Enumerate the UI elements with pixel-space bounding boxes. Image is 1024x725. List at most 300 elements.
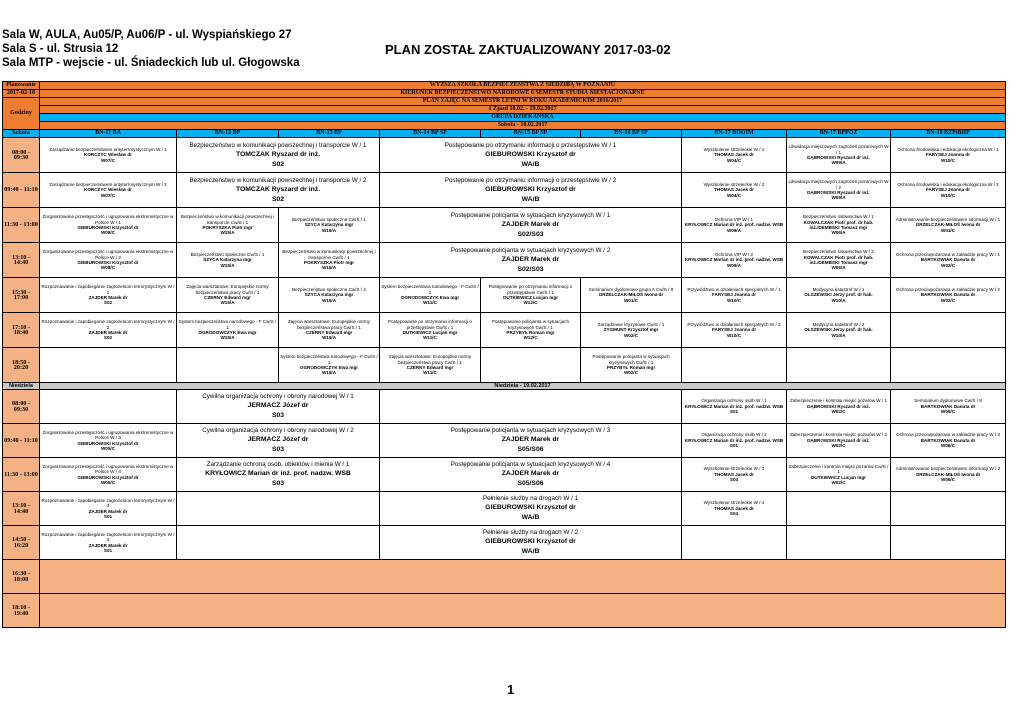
class-cell: [177, 458, 380, 492]
class-cell: [40, 390, 177, 424]
course-name: Zajęcia warsztatowe: Europejskie normy bezpieczeństwa pracy Cw/S / 1: [186, 284, 269, 295]
class-cell: [380, 173, 682, 208]
class-cell: [481, 278, 581, 313]
room: W15/A: [220, 335, 235, 341]
room: W16/A: [321, 265, 337, 271]
day-label-sat: Sobota: [3, 130, 40, 138]
course-name: Wyszkolenie strzeleckie W / 1: [703, 146, 765, 152]
time-slot: 18:50 - 20:20: [3, 348, 40, 383]
lecturer: GIEBUROWSKI Krzysztof dr: [77, 260, 139, 265]
room: W07/C: [100, 192, 116, 198]
course-name: Postępowanie po otrzymaniu informacji o przestępstwie Cw/S / 1: [488, 284, 573, 295]
time-slot: 15:30 - 17:00: [3, 278, 40, 313]
course-name: Zajęcia warsztatowe: Europejskie normy bezpieczeństwa pracy Cw/S / 1: [287, 319, 371, 330]
course-name: Rozpoznawanie i zapobieganie zagrożeniom terrorystycznym W / 1: [41, 284, 175, 295]
column-header: BN-18 BZPiBHP: [891, 130, 1006, 138]
lecturer: POKRYSZKA Piotr mgr: [303, 260, 355, 265]
course-name: Ochrona przeciwpożarowa w zakładzie pracy W / 3: [896, 432, 1000, 438]
room: W12/C: [523, 335, 538, 341]
room: W15/A: [220, 300, 235, 306]
course-name: Bezpieczeństwo ratownictwa W / 1: [803, 214, 874, 220]
lecturer: GIEBUROWSKI Krzysztof dr: [77, 440, 139, 446]
class-cell: [40, 138, 177, 173]
class-cell: [279, 348, 380, 383]
room: S02/S03: [517, 265, 544, 273]
class-cell: [279, 313, 380, 348]
room: W06/C: [940, 443, 956, 449]
room: W11/C: [423, 370, 437, 376]
class-cell: [787, 492, 891, 526]
course-name: Zorganizowane przestępczość i ugrupowania ekstremistyczne w Polsce W / 3: [42, 429, 174, 441]
lecturer: PRZYBYŁ Roman mgr: [506, 330, 555, 335]
class-cell: [279, 243, 380, 278]
class-cell: [380, 208, 682, 243]
class-cell: [682, 458, 787, 492]
class-cell: [682, 348, 787, 383]
plan-date: 2017-02-18: [3, 90, 40, 98]
course-name: Administrowanie bezpieczeństwem informacji W / 1: [895, 216, 1001, 222]
room: W10/C: [726, 332, 742, 338]
room: S03: [271, 412, 285, 419]
course-name: Ochrona przeciwpożarowa w zakładzie pracy W / 1: [896, 251, 1000, 257]
room: W09/A: [831, 195, 846, 201]
lecturer: CZERNY Edward mgr: [406, 365, 454, 370]
time-slot-row: [3, 594, 1006, 628]
class-cell: [177, 208, 279, 243]
course-name: Ochrona środowiska i edukacja ekologiczna W / 2: [897, 181, 999, 187]
room: W06/A: [831, 265, 846, 271]
time-slot-row: [3, 313, 1006, 348]
room: W09/A: [726, 262, 742, 268]
class-cell: [40, 424, 177, 458]
room: WA/B: [521, 195, 540, 203]
course-name: Ochrona VIP W / 1: [714, 216, 754, 222]
room: W12/C: [523, 300, 538, 306]
lecturer: ZYGMUNT Krzysztof mgr: [603, 327, 659, 333]
room: W07/C: [100, 157, 116, 163]
room: S01: [103, 513, 113, 519]
course-name: Medycyna katastrof W / 1: [812, 286, 865, 292]
room: W16/A: [321, 227, 337, 233]
class-cell: [40, 313, 177, 348]
course-name: Postępowanie policjanta w sytuacjach kryzysowych Cw/S / 1: [592, 354, 670, 365]
lecturer: OLSZEWSKI Jerzy prof. dr hab.: [804, 292, 873, 298]
course-name: Ochrona VIP W / 2: [714, 251, 754, 257]
room: S01: [729, 409, 739, 415]
time-slot: 08:00 - 09:30: [3, 390, 40, 424]
lecturer: SZYCA Katarzyna mgr: [203, 257, 252, 263]
course-name: Postępowanie policjanta w sytuacjach kryzysowych Cw/S / 1: [491, 319, 570, 330]
column-header: BN-11 BA: [40, 130, 177, 138]
course-name: Bezpieczeństwo społeczne Cw/S / 1: [190, 251, 265, 257]
class-cell: [682, 390, 787, 424]
class-cell: [787, 208, 891, 243]
lecturer: JERMACZ Józef dr: [247, 436, 309, 443]
class-cell: [380, 390, 682, 424]
class-cell: [787, 243, 891, 278]
class-cell: [581, 348, 682, 383]
direction-title: KIERUNEK BEZPIECZEŃSTWO NARODOWE 6 SEMESTR STUDIA NIESTACJONARNE: [40, 90, 1006, 98]
class-cell: [380, 492, 682, 526]
lecturer: KRYŁOWICZ Marian dr inż. prof. nadzw. WSB: [684, 222, 784, 228]
room: W06/C: [940, 477, 956, 483]
class-cell: [40, 348, 177, 383]
time-slot-row: [3, 278, 1006, 313]
plan-title: PLAN ZAJĘĆ NA SEMESTR LETNI W ROKU AKADEMICKIM 2016/2017: [40, 98, 1006, 106]
lecturer: OGRODOWCZYK Ewa mgr: [299, 365, 359, 370]
time-slot: 16:30 - 18:00: [3, 560, 40, 594]
room: W06/A: [831, 230, 846, 236]
class-cell: [177, 278, 279, 313]
room: W09/A: [726, 227, 742, 233]
room: W05/C: [100, 445, 116, 451]
lecturer: FARYSEJ Joanna dr: [712, 292, 756, 298]
room: W11/C: [423, 335, 437, 341]
course-name: Ochrona przeciwpożarowa w zakładzie pracy W / 2: [896, 286, 1000, 292]
course-name: Cywilna organizacja ochrony i obrony narodowej W / 2: [202, 427, 354, 434]
column-header: BN-17 BOOIM: [682, 130, 787, 138]
lecturer: ZAJDER Marek dr: [88, 295, 128, 300]
time-slot-row: [3, 243, 1006, 278]
room: S04: [729, 477, 739, 483]
schedule-table: [2, 81, 1006, 628]
lecturer: ZAJDER Marek dr: [88, 542, 128, 548]
lecturer: TOMCZAK Ryszard dr inż.: [235, 185, 321, 193]
zjazd-title: 1 Zjazd 18.02. - 19.02.2017: [40, 106, 1006, 114]
time-slot-row: [3, 424, 1006, 458]
room: S05/S06: [517, 480, 544, 487]
column-header: BN-17 BPPOŻ: [787, 130, 891, 138]
room: WA/B: [521, 160, 540, 168]
course-name: Zorganizowane przestępczość i ugrupowania ekstremistyczne w Polsce W / 1: [42, 214, 174, 225]
course-name: Rozpoznawanie i zapobieganie zagrożeniom terrorystycznym W / 2: [41, 319, 175, 330]
building-line: Sala MTP - wejscie - ul. Śniadeckich lub ul. Głogowska: [2, 57, 300, 69]
lecturer: OGRODOWCZYK Ewa mgr: [198, 330, 257, 335]
lecturer: DĄBROWSKI Ryszard dr inż.: [807, 155, 870, 160]
course-name: Bezpieczeństwo ratownictwa W / 2: [803, 249, 874, 255]
course-name: Zabezpieczenie i kontrola miejsc pożarów W / 2: [789, 432, 888, 438]
lecturer: KRYŁOWICZ Marian dr inż. prof. nadzw. WSB: [684, 437, 784, 443]
class-cell: [177, 173, 380, 208]
class-cell: [891, 390, 1006, 424]
lecturer: KOWALCZAK Piotr prof. dr hab. inż./DEMBSKI Tomasz mgr: [803, 254, 874, 265]
lecturer: GIEBUROWSKI Krzysztof dr: [77, 225, 139, 230]
room: WA/B: [521, 514, 540, 521]
room: S03: [271, 480, 285, 487]
lecturer: FARYSEJ Joanna dr: [926, 152, 970, 158]
course-name: Bezpieczeństwo w komunikacji powszechnej i transporcie W / 2: [189, 176, 367, 184]
room: W16/A: [321, 297, 337, 303]
building-line: Sala W, AULA, Au05/P, Au06/P - ul. Wyspiańskiego 27: [2, 29, 292, 41]
class-cell: [40, 278, 177, 313]
class-cell: [40, 243, 177, 278]
page-number: 1: [507, 682, 515, 697]
lecturer: ZAJDER Marek dr: [501, 470, 560, 477]
lecturer: KORCZYC Wiesław dr: [84, 152, 132, 158]
day-title: Niedziela - 19.02.2017: [40, 383, 1006, 390]
day-title-sat: Sobota - 18.02.2017: [40, 122, 1006, 130]
class-cell: [380, 243, 682, 278]
class-cell: [177, 243, 279, 278]
room: W10/C: [726, 297, 742, 303]
lecturer: DĄBROWSKI Ryszard dr inż.: [807, 190, 870, 195]
class-cell: [380, 138, 682, 173]
class-cell: [891, 492, 1006, 526]
lecturer: KOWALCZAK Piotr prof. dr hab. inż./DEMBSKI Tomasz mgr: [803, 219, 874, 230]
room: W09/A: [831, 160, 846, 166]
course-name: Postępowanie po otrzymaniu informacji o przestępstwie Cw/S / 1: [388, 319, 472, 330]
lecturer: DĄBROWSKI Ryszard dr inż.: [807, 403, 870, 409]
lecturer: PRZYBYŁ Roman mgr: [606, 365, 656, 370]
lecturer: KORCZYC Wiesław dr: [84, 187, 132, 193]
day-label: Niedziela: [3, 383, 40, 390]
lecturer: KRYŁOWICZ Marian dr inż. prof. nadzw. WSB: [684, 257, 784, 263]
course-name: Wyszkolenie strzeleckie W / 4: [703, 500, 765, 506]
course-name: Administrowanie bezpieczeństwem informacji W / 2: [895, 466, 1001, 472]
course-name: Medycyna katastrof W / 2: [812, 321, 865, 327]
room: W08/C: [100, 265, 116, 271]
class-cell: [481, 348, 581, 383]
class-cell: [682, 208, 787, 243]
class-cell: [177, 424, 380, 458]
class-cell: [787, 424, 891, 458]
building-info: [2, 28, 300, 70]
class-cell: [787, 278, 891, 313]
column-header: BN-12 BP: [177, 130, 279, 138]
lecturer: THOMAS Jacek dr: [714, 505, 754, 511]
class-cell: [40, 208, 177, 243]
course-name: Zorganizowane przestępczość i ugrupowania ekstremistyczne w Polsce W / 4: [42, 463, 174, 475]
course-name: Zarządzanie ochroną osób, obiektów i mienia W / 1: [206, 461, 350, 468]
column-header: BN-16 BP SP: [581, 130, 682, 138]
lecturer: DUTKIEWICZ Lucjan mgr: [402, 330, 458, 335]
lecturer: JERMACZ Józef dr: [247, 402, 309, 409]
lecturer: GIEBUROWSKI Krzysztof dr: [77, 474, 139, 480]
room: W10/C: [940, 192, 956, 198]
course-name: Rozpoznawanie i zapobieganie zagrożeniom terrorystycznym W / 4: [41, 531, 175, 543]
godziny-label: Godziny: [3, 98, 40, 130]
course-name: Postępowanie policjanta w sytuacjach kryzysowych W / 3: [450, 427, 611, 434]
course-name: Postępowanie policjanta w sytuacjach kryzysowych W / 4: [450, 461, 611, 468]
lecturer: CZERNY Edward mgr: [305, 330, 353, 335]
class-cell: [891, 208, 1006, 243]
class-cell: [40, 173, 177, 208]
class-cell: [177, 313, 279, 348]
room: S02: [271, 160, 285, 168]
course-name: Seminarium dyplomowe Cw/S / 8: [914, 398, 982, 404]
lecturer: ZAJDER Marek dr: [501, 220, 560, 228]
room: W02/C: [623, 332, 639, 338]
room: WA/B: [521, 548, 540, 555]
course-name: Zabezpieczenie i kontrola miejsc pożarów W / 1: [789, 398, 888, 404]
room: S01: [103, 547, 113, 553]
class-cell: [787, 313, 891, 348]
lecturer: BARTKOWIAK Danuta dr: [920, 292, 976, 298]
class-cell: [380, 424, 682, 458]
course-name: Zabezpieczenie i kontrola miejsc pożarów Cw/S / 1: [788, 463, 889, 475]
class-cell: [891, 138, 1006, 173]
time-slot: 17:10 - 18:40: [3, 313, 40, 348]
room: S02: [271, 195, 285, 203]
class-cell: [380, 278, 481, 313]
lecturer: TOMCZAK Ryszard dr inż.: [235, 150, 321, 158]
time-slot-row: [3, 348, 1006, 383]
room: W15/A: [220, 230, 235, 236]
course-name: Zarządzanie bezpieczeństwem antyterrorystycznym W / 1: [49, 146, 167, 152]
lecturer: FARYSEJ Joanna dr: [712, 327, 756, 333]
lecturer: POKRYSZKA Piotr mgr: [202, 225, 253, 230]
time-slot-row: [3, 526, 1006, 560]
planowanie-label: Planowanie: [3, 82, 40, 90]
class-cell: [787, 138, 891, 173]
class-cell: [177, 492, 380, 526]
class-cell: [279, 208, 380, 243]
course-name: Rozpoznawanie i zapobieganie zagrożeniom terrorystycznym W / 3: [41, 497, 175, 509]
lecturer: DĄBROWSKI Ryszard dr inż.: [807, 437, 870, 443]
course-name: Wyszkolenie strzeleckie W / 2: [703, 181, 765, 187]
room: W16/A: [321, 335, 337, 341]
class-cell: [787, 390, 891, 424]
course-name: Ochrona środowiska i edukacja ekologiczna W / 1: [897, 146, 999, 152]
room: S02: [103, 335, 113, 341]
room: W01/C: [623, 297, 639, 303]
class-cell: [682, 313, 787, 348]
empty-slot: [40, 594, 1006, 628]
lecturer: ZAJDER Marek dr: [88, 330, 128, 335]
lecturer: OLSZEWSKI Jerzy prof. dr hab.: [804, 327, 873, 333]
room: S02: [103, 300, 113, 306]
class-cell: [891, 526, 1006, 560]
class-cell: [380, 348, 481, 383]
lecturer: THOMAS Jacek dr: [714, 152, 754, 158]
class-cell: [682, 243, 787, 278]
room: W04/C: [726, 157, 742, 163]
update-notice: PLAN ZOSTAŁ ZAKTUALIZOWANY 2017-03-02: [385, 42, 671, 57]
course-name: Postępowanie policjanta w sytuacjach kryzysowych W / 1: [450, 211, 611, 219]
lecturer: BARTKOWIAK Danuta dr: [920, 437, 976, 443]
class-cell: [177, 526, 380, 560]
room: W06/C: [940, 409, 956, 415]
day-row: [3, 383, 1006, 390]
room: W15/A: [220, 262, 235, 268]
course-name: Zarządzanie bezpieczeństwem antyterrorystycznym W / 2: [49, 181, 167, 187]
course-name: Cywilna organizacja ochrony i obrony narodowej W / 1: [202, 393, 354, 400]
column-header-row: [3, 130, 1006, 138]
class-cell: [40, 492, 177, 526]
course-name: Postępowanie po otrzymaniu informacji o przestępstwie W / 2: [444, 176, 617, 184]
building-line: Sala S - ul. Strusia 12: [2, 43, 119, 55]
class-cell: [40, 458, 177, 492]
column-header: BN-15 BP SP: [481, 130, 581, 138]
class-cell: [581, 313, 682, 348]
lecturer: GIEBUROWSKI Krzysztof dr: [485, 185, 576, 193]
course-name: Pełnienie służby na drogach W / 1: [482, 495, 579, 502]
time-slot: 09:40 - 11:10: [3, 173, 40, 208]
time-slot: 08:00 - 09:30: [3, 138, 40, 173]
school-title: WYŻSZA SZKOŁA BEZPIECZEŃSTWA Z SIEDZIBĄ W POZNANIU: [40, 82, 1006, 90]
class-cell: [891, 243, 1006, 278]
course-name: Postępowanie policjanta w sytuacjach kryzysowych W / 2: [450, 246, 611, 254]
lecturer: GIEBUROWSKI Krzysztof dr: [485, 504, 576, 511]
room: S02/S03: [517, 230, 544, 238]
class-cell: [787, 348, 891, 383]
empty-slot: [40, 560, 1006, 594]
column-header: BN-14 BP SP: [380, 130, 481, 138]
room: W02/C: [623, 370, 639, 376]
lecturer: GRZELCZAK-MIŁOŚ Iwona dr: [915, 222, 981, 228]
lecturer: THOMAS Jacek dr: [714, 187, 754, 193]
course-name: Postępowanie po otrzymaniu informacji o przestępstwie W / 1: [444, 141, 617, 149]
column-header: BN-13 BP: [279, 130, 380, 138]
room: W16/A: [321, 370, 337, 376]
course-name: System bezpieczeństwa narodowego - F Cw/S / 1: [280, 354, 378, 365]
time-slot-row: [3, 458, 1006, 492]
room: W10/A: [831, 297, 846, 303]
class-cell: [40, 526, 177, 560]
room: W02/C: [831, 443, 846, 449]
course-name: Zarządzanie kryzysowe Cw/S / 1: [597, 321, 665, 327]
course-name: Bezpieczeństwo społeczne Cw/S / 1: [292, 216, 366, 222]
course-name: Pełnienie służby na drogach W / 2: [482, 529, 579, 536]
class-cell: [682, 492, 787, 526]
course-name: Seminarium dyplomowe grupa A Cw/S / 8: [588, 286, 674, 292]
class-cell: [891, 278, 1006, 313]
room: S05/S06: [517, 446, 544, 453]
time-slot: 09:40 - 11:10: [3, 424, 40, 458]
class-cell: [787, 526, 891, 560]
class-cell: [682, 138, 787, 173]
lecturer: ZAJDER Marek dr: [501, 255, 560, 263]
room: W02/C: [940, 297, 956, 303]
class-cell: [581, 278, 682, 313]
lecturer: ZAJDER Marek dr: [88, 508, 128, 514]
room: S03: [271, 446, 285, 453]
time-slot-row: [3, 492, 1006, 526]
class-cell: [682, 424, 787, 458]
room: W01/C: [940, 227, 956, 233]
time-slot-row: [3, 560, 1006, 594]
room: W02/C: [831, 409, 846, 415]
class-cell: [380, 458, 682, 492]
class-cell: [891, 458, 1006, 492]
class-cell: [481, 313, 581, 348]
room: S01: [729, 443, 739, 449]
time-slot: 18:10 - 19:40: [3, 594, 40, 628]
lecturer: KRYŁOWICZ Marian dr inż. prof. nadzw. WSB: [205, 470, 351, 477]
room: W10/C: [940, 157, 956, 163]
lecturer: THOMAS Jacek dr: [714, 471, 754, 477]
course-name: Bezpieczeństwo w komunikacji powszechnej i transporcie Cw/S / 1: [282, 249, 376, 260]
class-cell: [682, 173, 787, 208]
room: W04/C: [726, 192, 742, 198]
time-slot-row: [3, 208, 1006, 243]
class-cell: [380, 526, 682, 560]
course-name: Przywództwo w działaniach specjalnych W / 1: [687, 286, 781, 292]
room: S04: [729, 511, 739, 517]
lecturer: FARYSEJ Joanna dr: [926, 187, 970, 193]
lecturer: BARTKOWIAK Danuta dr: [920, 403, 976, 409]
room: W02/C: [831, 479, 846, 485]
time-slot-row: [3, 138, 1006, 173]
lecturer: GIEBUROWSKI Krzysztof dr: [485, 150, 576, 158]
room: W08/C: [100, 230, 116, 236]
lecturer: OGRODOWCZYK Ewa mgr: [400, 295, 460, 300]
lecturer: CZERNY Edward mgr: [204, 295, 251, 300]
lecturer: SZYCA Katarzyna mgr: [304, 222, 354, 228]
lecturer: DUTKIEWICZ Lucjan mgr: [503, 295, 558, 300]
time-slot-row: [3, 390, 1006, 424]
course-name: Bezpieczeństwo w komunikacji powszechnej i transporcie W / 1: [189, 141, 367, 149]
